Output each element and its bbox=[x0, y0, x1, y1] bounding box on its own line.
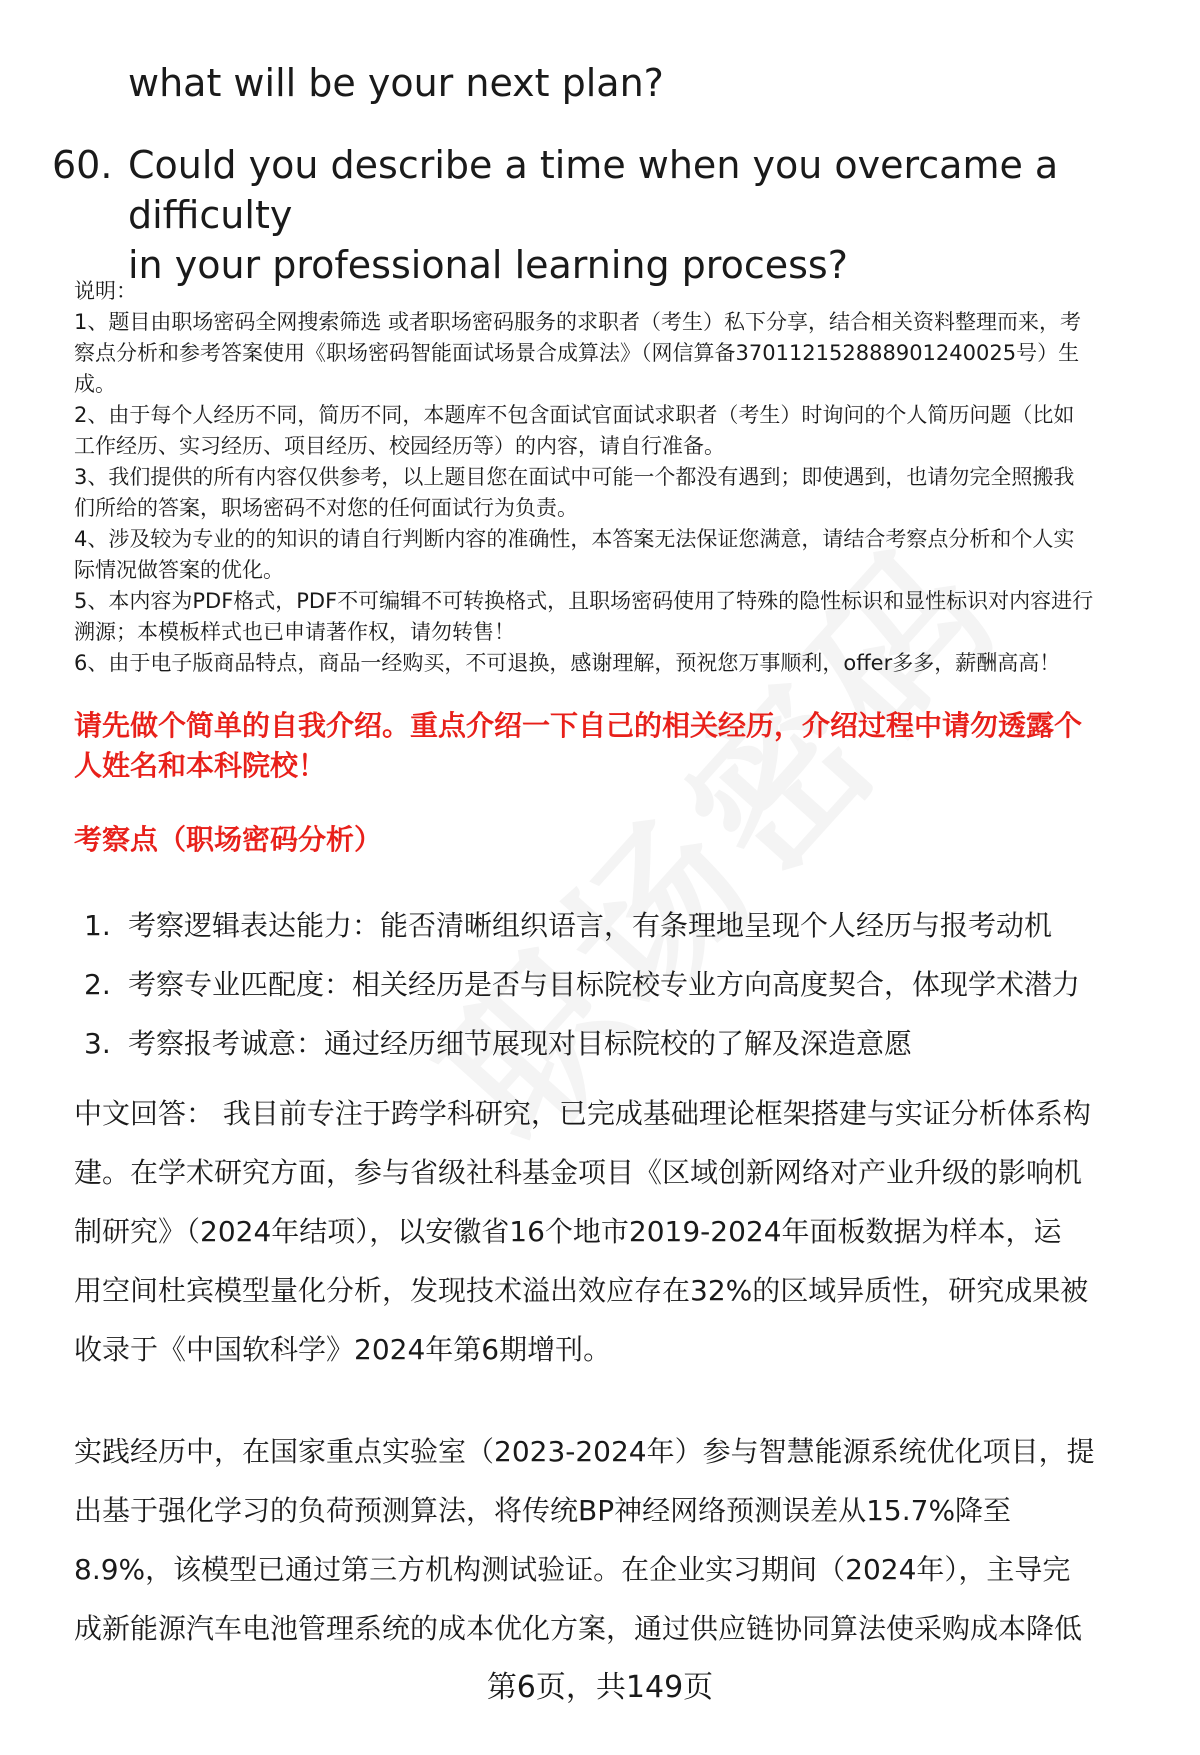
notes-line: 际情况做答案的优化。 bbox=[74, 558, 284, 582]
notes-line: 们所给的答案，职场密码不对您的任何面试行为负责。 bbox=[74, 496, 578, 520]
previous-question-tail: what will be your next plan? bbox=[128, 61, 664, 105]
question-line: Could you describe a time when you overcame a difficulty bbox=[128, 143, 1059, 237]
question-number: 60. bbox=[52, 143, 113, 187]
list-item-number: 1. bbox=[84, 909, 111, 942]
list-item bbox=[84, 1014, 1164, 1073]
answer-line: 中文回答： 我目前专注于跨学科研究，已完成基础理论框架搭建与实证分析体系构 bbox=[74, 1097, 1091, 1130]
answer-line: 收录于《中国软科学》2024年第6期增刊。 bbox=[74, 1333, 612, 1366]
list-item-text: 考察报考诚意：通过经历细节展现对目标院校的了解及深造意愿 bbox=[128, 1027, 913, 1060]
answer-paragraph-1 bbox=[74, 1084, 1164, 1379]
notes-line: 5、本内容为PDF格式，PDF不可编辑不可转换格式，且职场密码使用了特殊的隐性标识和显性标识对内容进行 bbox=[74, 589, 1094, 613]
notes-line: 4、涉及较为专业的的知识的请自行判断内容的准确性，本答案无法保证您满意，请结合考察点分析和个人实 bbox=[74, 527, 1075, 551]
list-item-text: 考察专业匹配度：相关经历是否与目标院校专业方向高度契合，体现学术潜力 bbox=[128, 968, 1081, 1001]
notes-line: 成。 bbox=[74, 372, 116, 396]
answer-line: 建。在学术研究方面，参与省级社科基金项目《区域创新网络对产业升级的影响机 bbox=[74, 1156, 1083, 1189]
interview-prompt bbox=[74, 706, 1164, 786]
prompt-line: 人姓名和本科院校！ bbox=[74, 749, 327, 782]
list-item-number: 3. bbox=[84, 1027, 111, 1060]
page-number-footer: 第6页，共149页 bbox=[486, 1670, 714, 1705]
notes-line: 2、由于每个人经历不同，简历不同，本题库不包含面试官面试求职者（考生）时询问的个人简历问题（比如 bbox=[74, 403, 1075, 427]
notes-block bbox=[74, 276, 1164, 679]
prompt-line: 请先做个简单的自我介绍。重点介绍一下自己的相关经历，介绍过程中请勿透露个 bbox=[74, 709, 1083, 742]
analysis-title: 考察点（职场密码分析） bbox=[74, 823, 383, 856]
notes-line: 1、题目由职场密码全网搜索筛选 或者职场密码服务的求职者（考生）私下分享，结合相关资料整理而来，考 bbox=[74, 310, 1082, 334]
question-text bbox=[128, 140, 1162, 290]
answer-line: 出基于强化学习的负荷预测算法，将传统BP神经网络预测误差从15.7%降至 bbox=[74, 1494, 1012, 1527]
answer-line: 用空间杜宾模型量化分析，发现技术溢出效应存在32%的区域异质性，研究成果被 bbox=[74, 1274, 1089, 1307]
answer-line: 8.9%，该模型已通过第三方机构测试验证。在企业实习期间（2024年），主导完 bbox=[74, 1553, 1071, 1586]
notes-heading: 说明： bbox=[74, 279, 137, 303]
notes-line: 3、我们提供的所有内容仅供参考，以上题目您在面试中可能一个都没有遇到；即使遇到，也请勿完全照搬我 bbox=[74, 465, 1075, 489]
notes-line: 察点分析和参考答案使用《职场密码智能面试场景合成算法》（网信算备370112152888901240025号）生 bbox=[74, 341, 1080, 365]
question-line: in your professional learning process? bbox=[128, 243, 848, 287]
list-item bbox=[84, 896, 1164, 955]
list-item bbox=[84, 955, 1164, 1014]
list-item-number: 2. bbox=[84, 968, 111, 1001]
list-item-text: 考察逻辑表达能力：能否清晰组织语言，有条理地呈现个人经历与报考动机 bbox=[128, 909, 1053, 942]
answer-line: 制研究》（2024年结项），以安徽省16个地市2019-2024年面板数据为样本，运 bbox=[74, 1215, 1062, 1248]
question-item bbox=[52, 140, 1162, 290]
answer-line: 成新能源汽车电池管理系统的成本优化方案，通过供应链协同算法使采购成本降低 bbox=[74, 1612, 1083, 1645]
notes-line: 工作经历、实习经历、项目经历、校园经历等）的内容，请自行准备。 bbox=[74, 434, 725, 458]
answer-line: 实践经历中，在国家重点实验室（2023-2024年）参与智慧能源系统优化项目，提 bbox=[74, 1435, 1095, 1468]
analysis-points bbox=[84, 896, 1164, 1073]
notes-line: 溯源；本模板样式也已申请著作权，请勿转售！ bbox=[74, 620, 515, 644]
notes-line: 6、由于电子版商品特点，商品一经购买，不可退换，感谢理解，预祝您万事顺利，offer多多，薪酬高高！ bbox=[74, 651, 1061, 675]
answer-paragraph-2 bbox=[74, 1422, 1164, 1658]
